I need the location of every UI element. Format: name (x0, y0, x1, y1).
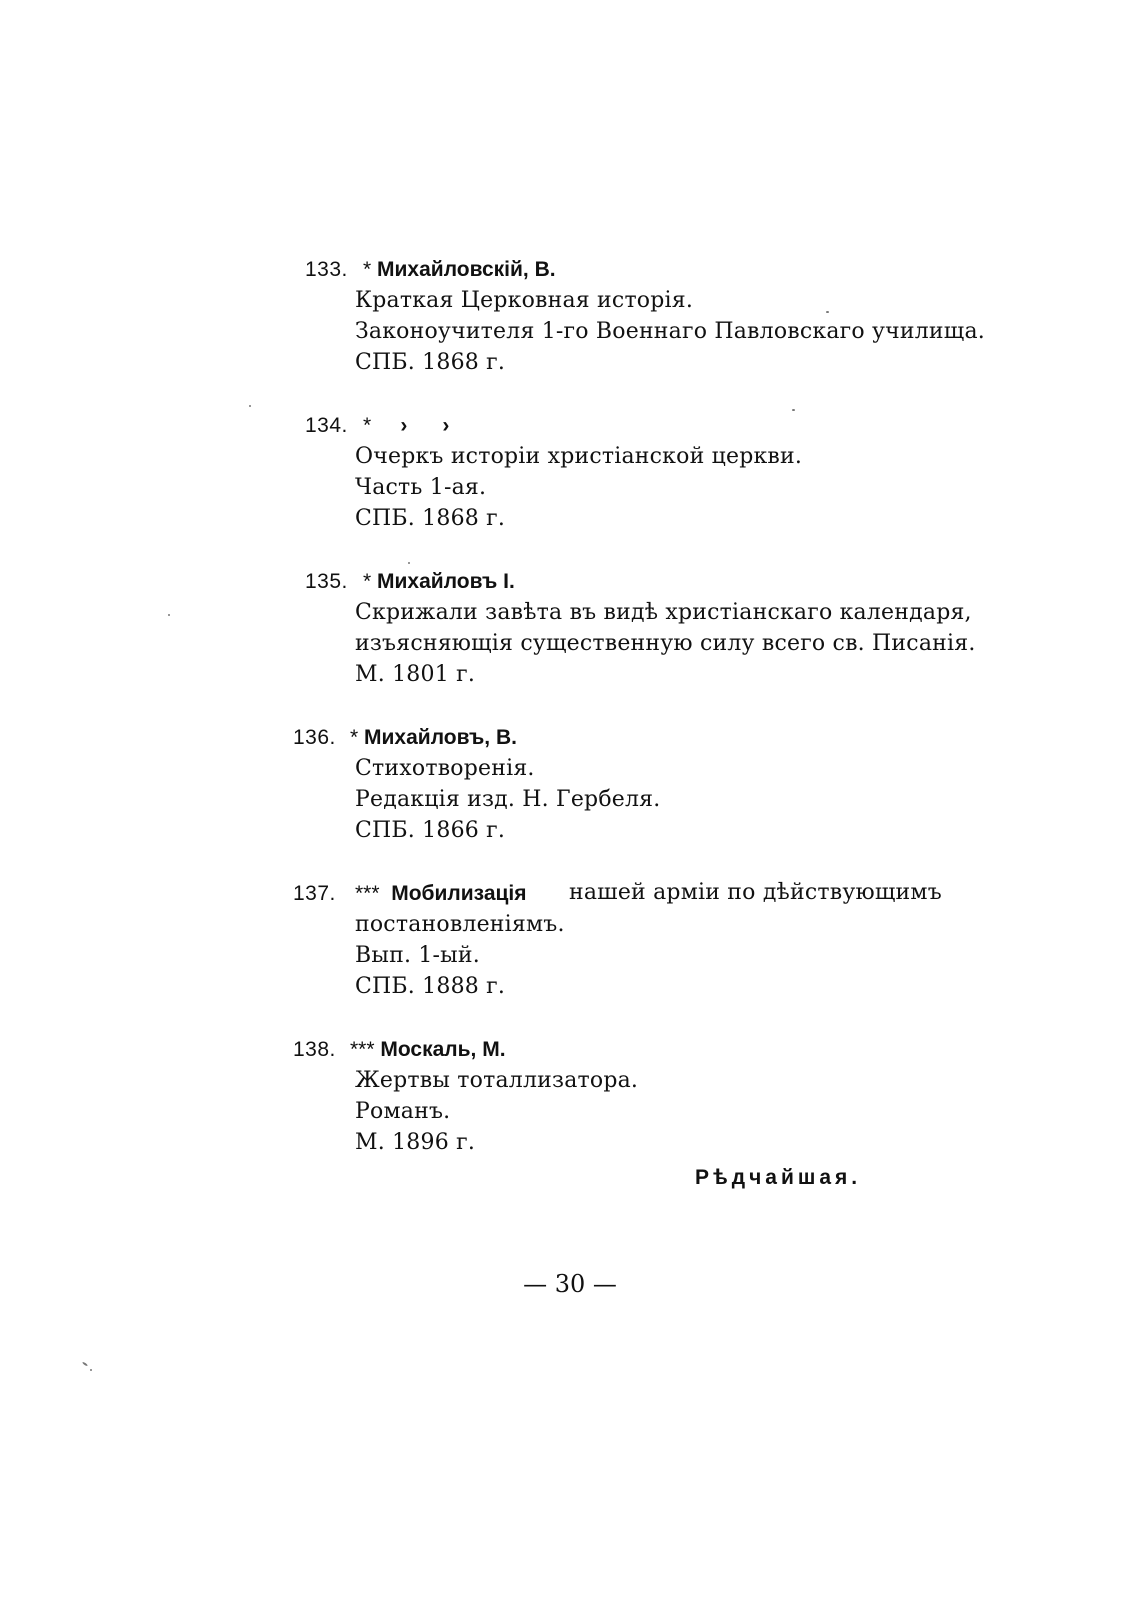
page-number: — 30 — (523, 1270, 617, 1298)
entry-line: Законоучителя 1-го Военнаго Павловскаго училища. (355, 319, 985, 344)
entry-line: Скрижали завѣта въ видѣ христіанскаго календаря, (355, 600, 972, 625)
entry-number: 135. (305, 570, 348, 593)
entry-title-rest: нашей арміи по дѣйствующимъ (569, 880, 942, 905)
scan-speck (408, 562, 410, 564)
entry-marker: * (363, 570, 372, 593)
scan-speck (168, 614, 170, 616)
entry-heading (355, 882, 527, 906)
entry-line: Очеркъ исторіи христіанской церкви. (355, 444, 803, 469)
entry-line: СПБ. 1868 г. (355, 350, 506, 375)
entry-line: СПБ. 1868 г. (355, 506, 506, 531)
entry-line: Жертвы тоталлизатора. (355, 1068, 639, 1093)
scan-speck (82, 1361, 88, 1366)
scan-speck (90, 1369, 92, 1371)
entry-line: Часть 1-ая. (355, 475, 487, 500)
entry-author: Михайловскій, В. (377, 258, 556, 281)
entry-line: Вып. 1-ый. (355, 943, 480, 968)
entry-marker: * (363, 258, 372, 281)
entry-marker: * (363, 414, 372, 437)
entry-number: 138. (293, 1038, 336, 1061)
entry-marker: *** (350, 1038, 375, 1061)
scan-speck (826, 311, 829, 313)
entry-number: 134. (305, 414, 348, 437)
entry-heading (350, 1038, 506, 1062)
entry-marker: * (350, 726, 359, 749)
entry-heading (363, 570, 515, 594)
entry-number: 133. (305, 258, 348, 281)
entry-heading (363, 258, 556, 282)
entry-number: 137. (293, 882, 336, 905)
entry-number: 136. (293, 726, 336, 749)
entry-heading (350, 726, 517, 750)
entry-line: Романъ. (355, 1099, 451, 1124)
entry-author: Мобилизація (391, 882, 527, 905)
entry-line: Редакція изд. Н. Гербеля. (355, 787, 661, 812)
entry-line: СПБ. 1866 г. (355, 818, 506, 843)
entry-author: Михайловъ І. (377, 570, 515, 593)
entry-line: Стихотворенія. (355, 756, 535, 781)
entry-line: М. 1801 г. (355, 662, 476, 687)
entry-author: Михайловъ, В. (364, 726, 517, 749)
rarity-note: Рѣдчайшая. (695, 1166, 862, 1189)
entry-line: постановленіямъ. (355, 912, 565, 937)
scan-speck (792, 409, 795, 411)
entry-heading (363, 414, 449, 438)
scan-speck (249, 405, 251, 407)
entry-marker: *** (355, 882, 380, 905)
entry-line: М. 1896 г. (355, 1130, 476, 1155)
entry-line: СПБ. 1888 г. (355, 974, 506, 999)
entry-author: Москаль, М. (380, 1038, 506, 1061)
ditto-marks: › › (400, 414, 450, 437)
entry-line: изъясняющія существенную силу всего св. Писанія. (355, 631, 976, 656)
entry-line: Краткая Церковная исторія. (355, 288, 694, 313)
